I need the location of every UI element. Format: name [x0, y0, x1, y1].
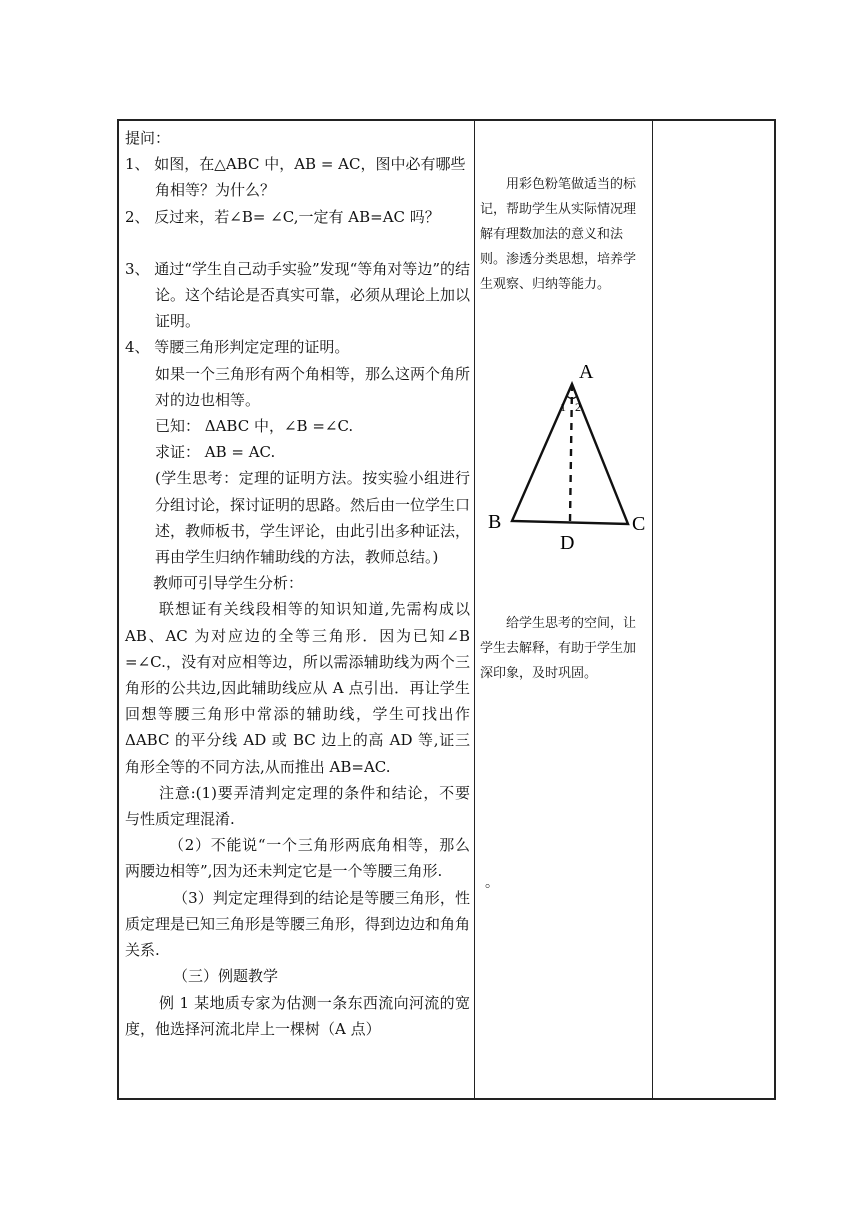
theorem-statement: 如果一个三角形有两个角相等，那么这两个角所对的边也相等。 — [155, 364, 471, 409]
question-1: 1、 如图，在△ABC 中，AB = AC，图中必有哪些角相等？为什么？ — [125, 155, 466, 200]
column-divider-1 — [474, 121, 475, 1098]
note-2: （2）不能说“一个三角形两底角相等，那么两腰边相等”,因为还未判定它是一个等腰三角形. — [125, 836, 470, 881]
blank-line — [125, 230, 470, 256]
example-heading: （三）例题教学 — [173, 967, 279, 986]
note-1: 注意:(1)要弄清判定定理的条件和结论，不要与性质定理混淆. — [125, 783, 470, 829]
student-thinking: (学生思考：定理的证明方法。按实验小组进行分组讨论，探讨证明的思路。然后由一位学生口述，教师板书，学生评论，由此引出多种证法，再由学生归纳作辅助线的方法，教师总结。) — [155, 469, 471, 567]
main-content-column — [125, 125, 470, 1042]
label-c: C — [632, 513, 646, 535]
question-heading: 提问： — [125, 129, 171, 147]
side-note-1 — [480, 172, 646, 297]
side-note-2-text: 给学生思考的空间，让学生去解释，有助于学生加深印象，及时巩固。 — [480, 616, 637, 681]
label-d: D — [560, 532, 575, 554]
label-a: A — [579, 361, 594, 383]
question-3: 3、 通过“学生自己动手实验”发现“等角对等边”的结论。这个结论是否真实可靠，必须从理论上加以证明。 — [125, 259, 471, 331]
stray-period: 。 — [485, 875, 499, 891]
angle-label-1: 1 — [560, 400, 566, 414]
label-b: B — [488, 511, 502, 533]
teacher-guide: 教师可引导学生分析： — [153, 574, 304, 593]
angle-label-2: 2 — [575, 400, 581, 414]
example-1: 例 1 某地质专家为估测一条东西流向河流的宽度，他选择河流北岸上一棵树（A 点） — [125, 993, 470, 1038]
note-3: （3）判定定理得到的结论是等腰三角形，性质定理是已知三角形是等腰三角形，得到边边和角角关系. — [125, 888, 471, 960]
isosceles-triangle-figure — [488, 356, 653, 561]
column-divider-2 — [652, 121, 653, 1098]
side-note-2 — [480, 611, 646, 686]
question-4: 4、 等腰三角形判定定理的证明。 — [125, 338, 350, 357]
question-2: 2、 反过来，若∠B= ∠C,一定有 AB=AC 吗？ — [125, 207, 440, 226]
given-statement: 已知： ΔABC 中，∠B =∠C. — [155, 417, 354, 436]
analysis-paragraph: 联想证有关线段相等的知识知道,先需构成以 AB、AC 为对应边的全等三角形．因为已知∠B =∠C.，没有对应相等边，所以需添辅助线为两个三角形的公共边,因此辅助线应从 A 点引出．再让学生回想等腰三角形中常添的辅助线，学生可找出作ΔABC 的平分线 AD 或 BC 边上的高 AD 等,证三角形全等的不同方法,从而推出 AB=AC. — [125, 600, 470, 776]
side-note-1-text: 用彩色粉笔做适当的标记，帮助学生从实际情况理解有理数加法的意义和法则。渗透分类思想，培养学生观察、归纳等能力。 — [480, 177, 637, 292]
auxiliary-line-ad — [570, 384, 572, 522]
prove-statement: 求证： AB = AC. — [155, 443, 276, 462]
lesson-table — [117, 119, 776, 1100]
